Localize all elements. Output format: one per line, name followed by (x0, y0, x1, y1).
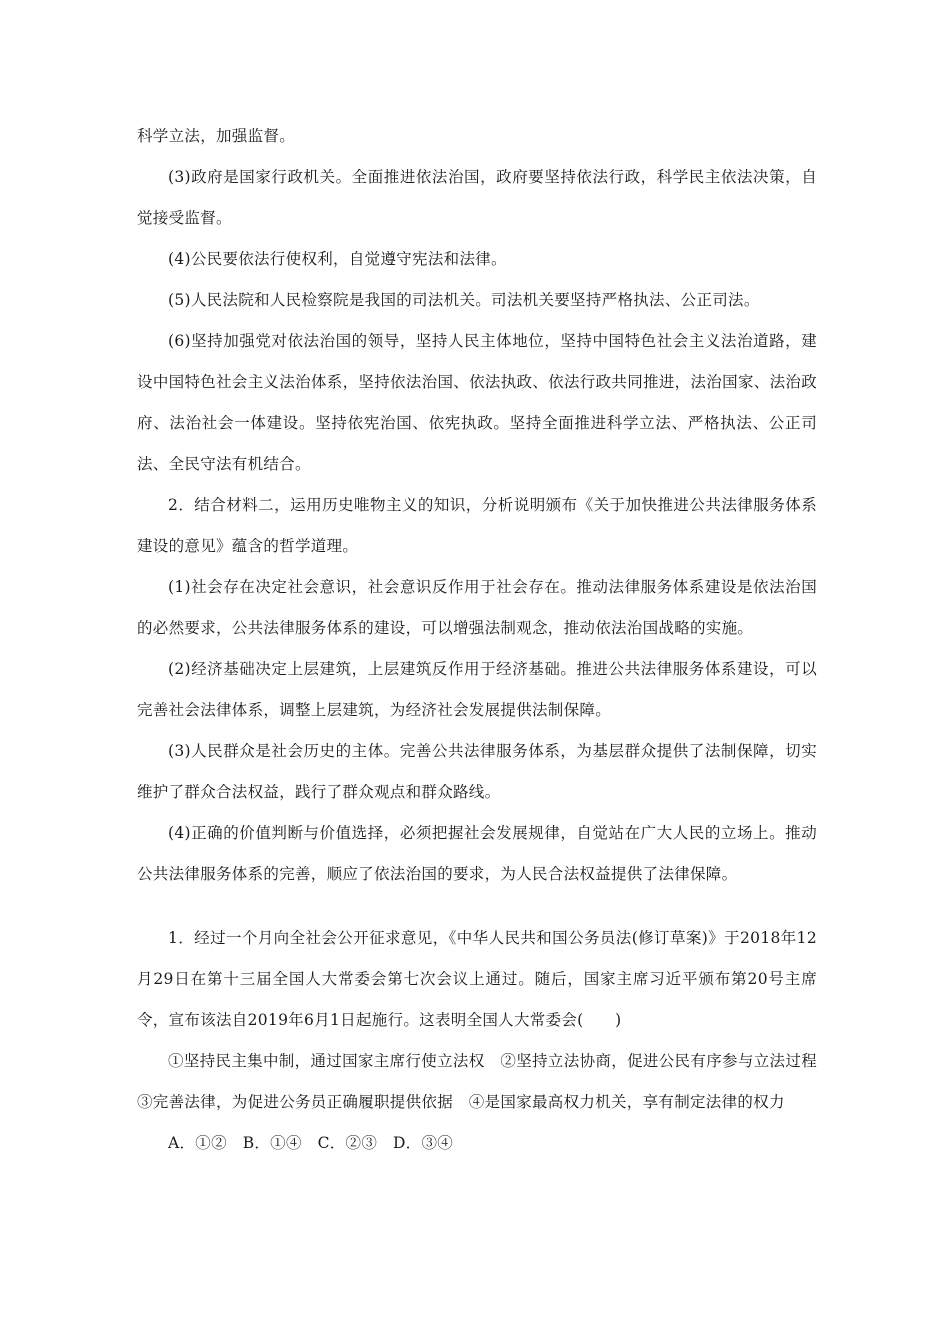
question-2-heading: 2．结合材料二，运用历史唯物主义的知识，分析说明颁布《关于加快推进公共法律服务体系建设的意见》蕴含的哲学道理。 (137, 496, 817, 555)
answer-point-4: (4)正确的价值判断与价值选择，必须把握社会发展规律，自觉站在广大人民的立场上。推动公共法律服务体系的完善，顺应了依法治国的要求，为人民合法权益提供了法律保障。 (137, 824, 817, 883)
paragraph-continuation: 科学立法，加强监督。 (137, 127, 296, 145)
document-page (137, 116, 833, 1164)
answer-point-3: (3)人民群众是社会历史的主体。完善公共法律服务体系，为基层群众提供了法制保障，切实维护了群众合法权益，践行了群众观点和群众路线。 (137, 742, 817, 801)
section-gap (137, 895, 817, 918)
paragraph-party-leadership: (6)坚持加强党对依法治国的领导，坚持人民主体地位，坚持中国特色社会主义法治道路，建设中国特色社会主义法治体系，坚持依法治国、依法执政、依法行政共同推进，法治国家、法治政府、法治社会一体建设。坚持依宪治国、依宪执政。坚持全面推进科学立法、严格执法、公正司法、全民守法有机结合。 (137, 332, 817, 473)
paragraph-citizens: (4)公民要依法行使权利，自觉遵守宪法和法律。 (168, 250, 507, 268)
answer-point-2: (2)经济基础决定上层建筑，上层建筑反作用于经济基础。推进公共法律服务体系建设，可以完善社会法律体系，调整上层建筑，为经济社会发展提供法制保障。 (137, 660, 817, 719)
question-1-stem: 1．经过一个月向全社会公开征求意见，《中华人民共和国公务员法(修订草案)》于2018年12月29日在第十三届全国人大常委会第七次会议上通过。随后，国家主席习近平颁布第20号主席令，宣布该法自2019年6月1日起施行。这表明全国人大常委会( ) (137, 929, 817, 1029)
paragraph-judiciary: (5)人民法院和人民检察院是我国的司法机关。司法机关要坚持严格执法、公正司法。 (168, 291, 760, 309)
question-1-options: A．①② B．①④ C．②③ D．③④ (168, 1134, 454, 1152)
question-1-statements: ①坚持民主集中制，通过国家主席行使立法权 ②坚持立法协商，促进公民有序参与立法过程 ③完善法律，为促进公务员正确履职提供依据 ④是国家最高权力机关，享有制定法律的权力 (137, 1052, 833, 1111)
answer-point-1: (1)社会存在决定社会意识，社会意识反作用于社会存在。推动法律服务体系建设是依法治国的必然要求，公共法律服务体系的建设，可以增强法制观念，推动依法治国战略的实施。 (137, 578, 817, 637)
paragraph-government: (3)政府是国家行政机关。全面推进依法治国，政府要坚持依法行政，科学民主依法决策，自觉接受监督。 (137, 168, 817, 227)
